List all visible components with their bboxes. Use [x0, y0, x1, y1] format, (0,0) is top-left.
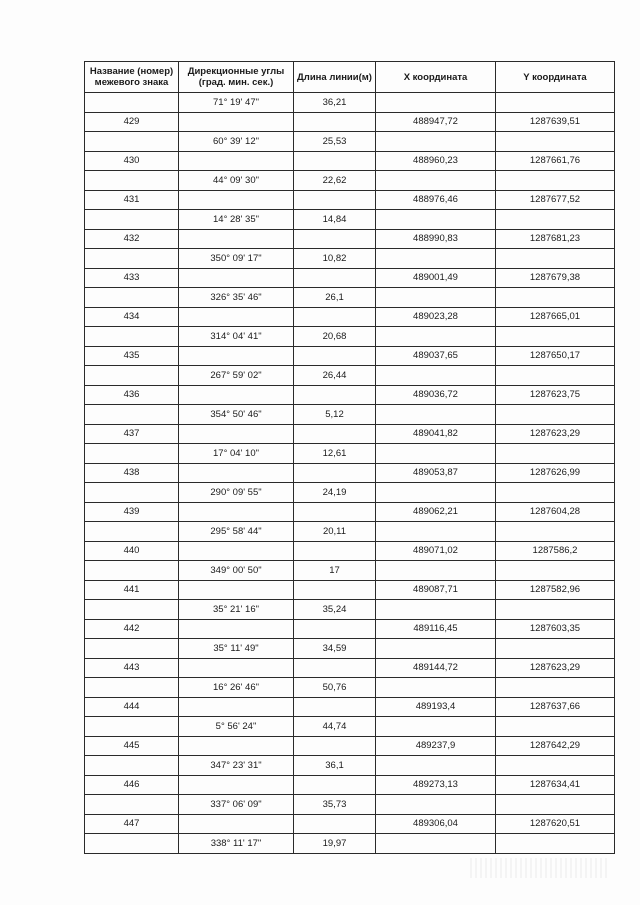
cell-bearing	[179, 229, 294, 249]
cell-x-coordinate	[376, 678, 496, 698]
cell-y-coordinate	[496, 132, 615, 152]
cell-bearing: 314° 04' 41"	[179, 327, 294, 347]
cell-x-coordinate	[376, 327, 496, 347]
cell-line-length	[294, 814, 376, 834]
cell-mark-name: 434	[85, 307, 179, 327]
header-length: Длина линии(м)	[294, 62, 376, 93]
cell-mark-name: 437	[85, 424, 179, 444]
cell-line-length	[294, 307, 376, 327]
cell-y-coordinate	[496, 444, 615, 464]
cell-mark-name	[85, 249, 179, 269]
cell-x-coordinate	[376, 405, 496, 425]
cell-y-coordinate: 1287586,2	[496, 541, 615, 561]
cell-y-coordinate: 1287620,51	[496, 814, 615, 834]
cell-mark-name	[85, 327, 179, 347]
cell-x-coordinate	[376, 366, 496, 386]
header-name-line2: межевого знака	[94, 77, 169, 88]
table-header	[85, 62, 615, 93]
header-angle-line1: Дирекционные углы	[187, 66, 285, 77]
cell-y-coordinate	[496, 93, 615, 113]
cell-mark-name: 442	[85, 619, 179, 639]
cell-x-coordinate	[376, 522, 496, 542]
table-row	[85, 327, 615, 347]
table-row	[85, 151, 615, 171]
cell-mark-name	[85, 756, 179, 776]
cell-bearing: 35° 21' 16"	[179, 600, 294, 620]
cell-line-length: 36,21	[294, 93, 376, 113]
cell-line-length: 50,76	[294, 678, 376, 698]
header-angle	[179, 62, 294, 93]
cell-mark-name	[85, 444, 179, 464]
cell-y-coordinate: 1287665,01	[496, 307, 615, 327]
cell-line-length: 26,1	[294, 288, 376, 308]
table-row	[85, 424, 615, 444]
cell-mark-name	[85, 288, 179, 308]
cell-x-coordinate: 489193,4	[376, 697, 496, 717]
table-row	[85, 268, 615, 288]
cell-bearing	[179, 580, 294, 600]
cell-bearing: 326° 35' 46"	[179, 288, 294, 308]
cell-mark-name: 438	[85, 463, 179, 483]
cell-mark-name	[85, 483, 179, 503]
table-row	[85, 795, 615, 815]
cell-y-coordinate: 1287642,29	[496, 736, 615, 756]
cell-bearing	[179, 541, 294, 561]
cell-y-coordinate: 1287677,52	[496, 190, 615, 210]
cell-bearing: 337° 06' 09"	[179, 795, 294, 815]
cell-x-coordinate	[376, 132, 496, 152]
cell-y-coordinate	[496, 600, 615, 620]
cell-y-coordinate: 1287623,29	[496, 424, 615, 444]
cell-y-coordinate	[496, 171, 615, 191]
cell-bearing: 354° 50' 46"	[179, 405, 294, 425]
table-row	[85, 541, 615, 561]
cell-x-coordinate	[376, 717, 496, 737]
table-row	[85, 619, 615, 639]
cell-line-length	[294, 619, 376, 639]
cell-bearing: 35° 11' 49"	[179, 639, 294, 659]
cell-bearing	[179, 658, 294, 678]
cell-x-coordinate	[376, 756, 496, 776]
cell-x-coordinate: 489273,13	[376, 775, 496, 795]
cell-line-length: 20,68	[294, 327, 376, 347]
cell-x-coordinate	[376, 288, 496, 308]
cell-y-coordinate	[496, 405, 615, 425]
cell-line-length	[294, 385, 376, 405]
cell-line-length: 26,44	[294, 366, 376, 386]
cell-line-length: 34,59	[294, 639, 376, 659]
table-row	[85, 502, 615, 522]
table-row	[85, 756, 615, 776]
cell-x-coordinate: 489036,72	[376, 385, 496, 405]
cell-y-coordinate	[496, 639, 615, 659]
cell-y-coordinate	[496, 756, 615, 776]
cell-bearing: 5° 56' 24"	[179, 717, 294, 737]
cell-mark-name: 443	[85, 658, 179, 678]
cell-y-coordinate	[496, 288, 615, 308]
table-row	[85, 171, 615, 191]
table-row	[85, 678, 615, 698]
cell-x-coordinate: 489116,45	[376, 619, 496, 639]
cell-mark-name	[85, 795, 179, 815]
cell-x-coordinate: 489062,21	[376, 502, 496, 522]
table-row	[85, 346, 615, 366]
cell-bearing: 14° 28' 35"	[179, 210, 294, 230]
cell-mark-name	[85, 639, 179, 659]
cell-line-length: 35,73	[294, 795, 376, 815]
cell-x-coordinate: 489144,72	[376, 658, 496, 678]
cell-y-coordinate: 1287639,51	[496, 112, 615, 132]
table-row	[85, 132, 615, 152]
cell-line-length: 35,24	[294, 600, 376, 620]
table-row	[85, 366, 615, 386]
cell-y-coordinate: 1287634,41	[496, 775, 615, 795]
cell-y-coordinate: 1287603,35	[496, 619, 615, 639]
cell-x-coordinate: 489071,02	[376, 541, 496, 561]
table-row	[85, 814, 615, 834]
table-row	[85, 307, 615, 327]
cell-bearing	[179, 112, 294, 132]
cell-mark-name	[85, 405, 179, 425]
cell-line-length	[294, 463, 376, 483]
cell-y-coordinate: 1287623,75	[496, 385, 615, 405]
cell-mark-name	[85, 561, 179, 581]
cell-mark-name	[85, 132, 179, 152]
table-row	[85, 658, 615, 678]
cell-y-coordinate	[496, 717, 615, 737]
cell-bearing	[179, 502, 294, 522]
cell-bearing: 295° 58' 44"	[179, 522, 294, 542]
cell-mark-name: 435	[85, 346, 179, 366]
cell-x-coordinate	[376, 444, 496, 464]
cell-y-coordinate: 1287582,96	[496, 580, 615, 600]
cell-line-length: 19,97	[294, 834, 376, 854]
table-row	[85, 405, 615, 425]
table-row	[85, 385, 615, 405]
cell-y-coordinate: 1287650,17	[496, 346, 615, 366]
cell-mark-name: 430	[85, 151, 179, 171]
table-row	[85, 463, 615, 483]
cell-x-coordinate	[376, 795, 496, 815]
cell-mark-name: 431	[85, 190, 179, 210]
cell-bearing: 349° 00' 50"	[179, 561, 294, 581]
cell-line-length: 36,1	[294, 756, 376, 776]
cell-line-length	[294, 229, 376, 249]
table-row	[85, 600, 615, 620]
cell-bearing	[179, 385, 294, 405]
table-row	[85, 580, 615, 600]
cell-bearing	[179, 424, 294, 444]
cell-x-coordinate: 489053,87	[376, 463, 496, 483]
cell-line-length: 20,11	[294, 522, 376, 542]
cell-x-coordinate: 489087,71	[376, 580, 496, 600]
cell-mark-name: 429	[85, 112, 179, 132]
header-y: Y координата	[496, 62, 615, 93]
cell-x-coordinate: 488960,23	[376, 151, 496, 171]
cell-mark-name: 433	[85, 268, 179, 288]
table-row	[85, 736, 615, 756]
cell-line-length: 17	[294, 561, 376, 581]
cell-y-coordinate	[496, 327, 615, 347]
cell-mark-name	[85, 171, 179, 191]
cell-line-length	[294, 541, 376, 561]
cell-x-coordinate: 488947,72	[376, 112, 496, 132]
cell-bearing	[179, 775, 294, 795]
cell-mark-name: 432	[85, 229, 179, 249]
cell-x-coordinate: 488990,83	[376, 229, 496, 249]
cell-line-length	[294, 190, 376, 210]
cell-x-coordinate	[376, 639, 496, 659]
cell-y-coordinate: 1287661,76	[496, 151, 615, 171]
header-angle-line2: (град. мин. сек.)	[198, 77, 274, 88]
cell-line-length	[294, 346, 376, 366]
cell-mark-name	[85, 717, 179, 737]
cell-line-length: 24,19	[294, 483, 376, 503]
cell-mark-name: 441	[85, 580, 179, 600]
header-name-line1: Название (номер)	[89, 66, 174, 77]
table-body	[85, 93, 615, 854]
table-row	[85, 697, 615, 717]
table-row	[85, 249, 615, 269]
cell-mark-name	[85, 93, 179, 113]
table-row	[85, 639, 615, 659]
cell-line-length	[294, 697, 376, 717]
cell-bearing: 350° 09' 17"	[179, 249, 294, 269]
cell-mark-name	[85, 366, 179, 386]
table-row	[85, 93, 615, 113]
cell-x-coordinate	[376, 483, 496, 503]
cell-x-coordinate	[376, 600, 496, 620]
cell-y-coordinate: 1287637,66	[496, 697, 615, 717]
cell-x-coordinate	[376, 834, 496, 854]
scan-artifact	[470, 858, 610, 878]
cell-bearing	[179, 151, 294, 171]
table-row	[85, 112, 615, 132]
cell-bearing: 338° 11' 17"	[179, 834, 294, 854]
cell-y-coordinate: 1287626,99	[496, 463, 615, 483]
cell-mark-name	[85, 210, 179, 230]
header-name	[85, 62, 179, 93]
cell-mark-name	[85, 678, 179, 698]
table-row	[85, 288, 615, 308]
table-row	[85, 483, 615, 503]
cell-line-length	[294, 775, 376, 795]
cell-bearing: 16° 26' 46"	[179, 678, 294, 698]
cell-y-coordinate: 1287623,29	[496, 658, 615, 678]
cell-x-coordinate	[376, 210, 496, 230]
cell-bearing	[179, 268, 294, 288]
cell-x-coordinate: 489041,82	[376, 424, 496, 444]
cell-bearing: 290° 09' 55"	[179, 483, 294, 503]
cell-line-length	[294, 268, 376, 288]
cell-y-coordinate: 1287679,38	[496, 268, 615, 288]
table-row	[85, 717, 615, 737]
cell-line-length: 25,53	[294, 132, 376, 152]
cell-y-coordinate: 1287604,28	[496, 502, 615, 522]
cell-x-coordinate	[376, 171, 496, 191]
boundary-coordinates-table	[84, 61, 615, 854]
cell-line-length: 22,62	[294, 171, 376, 191]
cell-line-length: 5,12	[294, 405, 376, 425]
cell-y-coordinate	[496, 522, 615, 542]
cell-line-length: 44,74	[294, 717, 376, 737]
cell-line-length	[294, 580, 376, 600]
cell-x-coordinate	[376, 561, 496, 581]
cell-line-length: 14,84	[294, 210, 376, 230]
table-row	[85, 190, 615, 210]
cell-x-coordinate: 489023,28	[376, 307, 496, 327]
cell-bearing	[179, 697, 294, 717]
cell-y-coordinate: 1287681,23	[496, 229, 615, 249]
cell-x-coordinate	[376, 249, 496, 269]
cell-mark-name: 439	[85, 502, 179, 522]
table-row	[85, 561, 615, 581]
cell-bearing	[179, 307, 294, 327]
cell-bearing	[179, 346, 294, 366]
table-row	[85, 834, 615, 854]
header-x: Х координата	[376, 62, 496, 93]
cell-mark-name	[85, 834, 179, 854]
cell-mark-name	[85, 600, 179, 620]
table-row	[85, 229, 615, 249]
cell-x-coordinate: 489037,65	[376, 346, 496, 366]
table-row	[85, 522, 615, 542]
cell-mark-name: 445	[85, 736, 179, 756]
cell-line-length: 10,82	[294, 249, 376, 269]
cell-y-coordinate	[496, 483, 615, 503]
cell-y-coordinate	[496, 795, 615, 815]
cell-line-length	[294, 502, 376, 522]
cell-mark-name: 447	[85, 814, 179, 834]
cell-line-length	[294, 151, 376, 171]
table-row	[85, 210, 615, 230]
table-row	[85, 444, 615, 464]
cell-x-coordinate	[376, 93, 496, 113]
cell-y-coordinate	[496, 366, 615, 386]
cell-line-length: 12,61	[294, 444, 376, 464]
cell-y-coordinate	[496, 561, 615, 581]
cell-line-length	[294, 736, 376, 756]
cell-bearing	[179, 736, 294, 756]
cell-line-length	[294, 112, 376, 132]
cell-mark-name: 446	[85, 775, 179, 795]
cell-bearing	[179, 619, 294, 639]
cell-mark-name: 440	[85, 541, 179, 561]
header-row	[85, 62, 615, 93]
cell-bearing	[179, 463, 294, 483]
cell-bearing: 17° 04' 10"	[179, 444, 294, 464]
cell-line-length	[294, 658, 376, 678]
cell-bearing	[179, 814, 294, 834]
table-row	[85, 775, 615, 795]
cell-y-coordinate	[496, 249, 615, 269]
cell-bearing: 60° 39' 12"	[179, 132, 294, 152]
cell-x-coordinate: 488976,46	[376, 190, 496, 210]
cell-mark-name	[85, 522, 179, 542]
cell-x-coordinate: 489237,9	[376, 736, 496, 756]
cell-bearing: 347° 23' 31"	[179, 756, 294, 776]
cell-x-coordinate: 489001,49	[376, 268, 496, 288]
cell-y-coordinate	[496, 678, 615, 698]
cell-line-length	[294, 424, 376, 444]
cell-mark-name: 444	[85, 697, 179, 717]
cell-y-coordinate	[496, 834, 615, 854]
cell-bearing: 44° 09' 30"	[179, 171, 294, 191]
cell-y-coordinate	[496, 210, 615, 230]
cell-mark-name: 436	[85, 385, 179, 405]
cell-bearing: 71° 19' 47"	[179, 93, 294, 113]
cell-bearing: 267° 59' 02"	[179, 366, 294, 386]
cell-x-coordinate: 489306,04	[376, 814, 496, 834]
cell-bearing	[179, 190, 294, 210]
